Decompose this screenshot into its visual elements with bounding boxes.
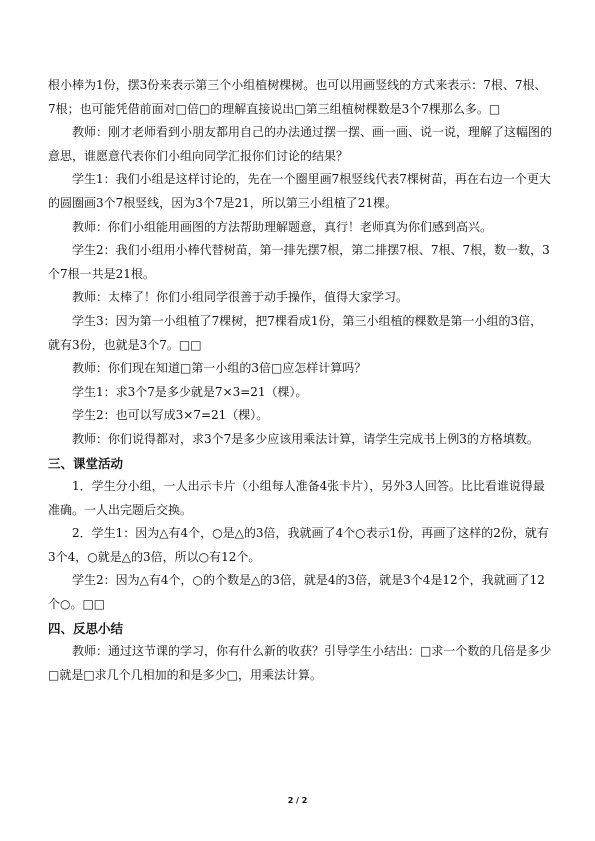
paragraph-student-1: 学生1：我们小组是这样讨论的，先在一个圈里画7根竖线代表7棵树苗，再在右边一个更大的圆圈画3个7根竖线，因为3个7是21，所以第三小组植了21棵。 (48, 172, 551, 210)
paragraph-student-2b: 学生2：也可以写成3×7=21（棵）。 (72, 408, 269, 423)
paragraph-teacher-1: 教师：刚才老师看到小朋友都用自己的办法通过摆一摆、画一画、说一说，理解了这幅图的意思，谁愿意代表你们小组向同学汇报你们讨论的结果？ (48, 125, 553, 163)
page-body (48, 74, 553, 687)
paragraph-student-1b: 学生1：求3个7是多少就是7×3=21（棵）。 (72, 384, 308, 399)
paragraph-teacher-3: 教师：太棒了！你们小组同学很善于动手操作，值得大家学习。 (72, 290, 409, 305)
paragraph-summary: 教师：通过这节课的学习，你有什么新的收获？引导学生小结出：□求一个数的几倍是多少□就是□求几个几相加的和是多少□，用乘法计算。 (48, 644, 552, 682)
paragraph-student-2: 学生2：我们小组用小棒代替树苗，第一排先摆7根，第二排摆7根、7根、7根，数一数，3个7根一共是21根。 (48, 243, 550, 281)
paragraph-activity-3: 学生2：因为△有4个，○的个数是△的3倍，就是4的3倍，就是3个4是12个，我就画了12个○。□□ (48, 573, 545, 612)
section-heading-class-activity: 三、课堂活动 (48, 455, 124, 471)
paragraph-activity-2: 2．学生1：因为△有4个，○是△的3倍，我就画了4个○表示1份，再画了这样的2份，就有3个4，○就是△的3倍，所以○有12个。 (48, 526, 549, 564)
paragraph-student-3: 学生3：因为第一小组植了7棵树，把7棵看成1份，第三小组植的棵数是第一小组的3倍，就有3份，也就是3个7。□□ (48, 313, 543, 352)
page-number: 2 / 2 (287, 796, 308, 805)
section-heading-reflection: 四、反思小结 (48, 620, 124, 636)
paragraph-teacher-5: 教师：你们说得都对，求3个7是多少应该用乘法计算，请学生完成书上例3的方格填数。 (72, 431, 539, 446)
paragraph-teacher-2: 教师：你们小组能用画图的方法帮助理解题意，真行！老师真为你们感到高兴。 (72, 219, 493, 234)
paragraph-activity-1: 1．学生分小组，一人出示卡片（小组每人准备4张卡片），另外3人回答。比比看谁说得最准确。一人出完题后交换。 (48, 479, 545, 517)
paragraph-continuation: 根小棒为1份，摆3份来表示第三个小组植树棵树。也可以用画竖线的方式来表示：7根、7根、7根；也可能凭借前面对□倍□的理解直接说出□第三组植树棵数是3个7棵那么多。□ (48, 78, 547, 116)
paragraph-teacher-4: 教师：你们现在知道□第一小组的3倍□应怎样计算吗？ (72, 361, 367, 376)
